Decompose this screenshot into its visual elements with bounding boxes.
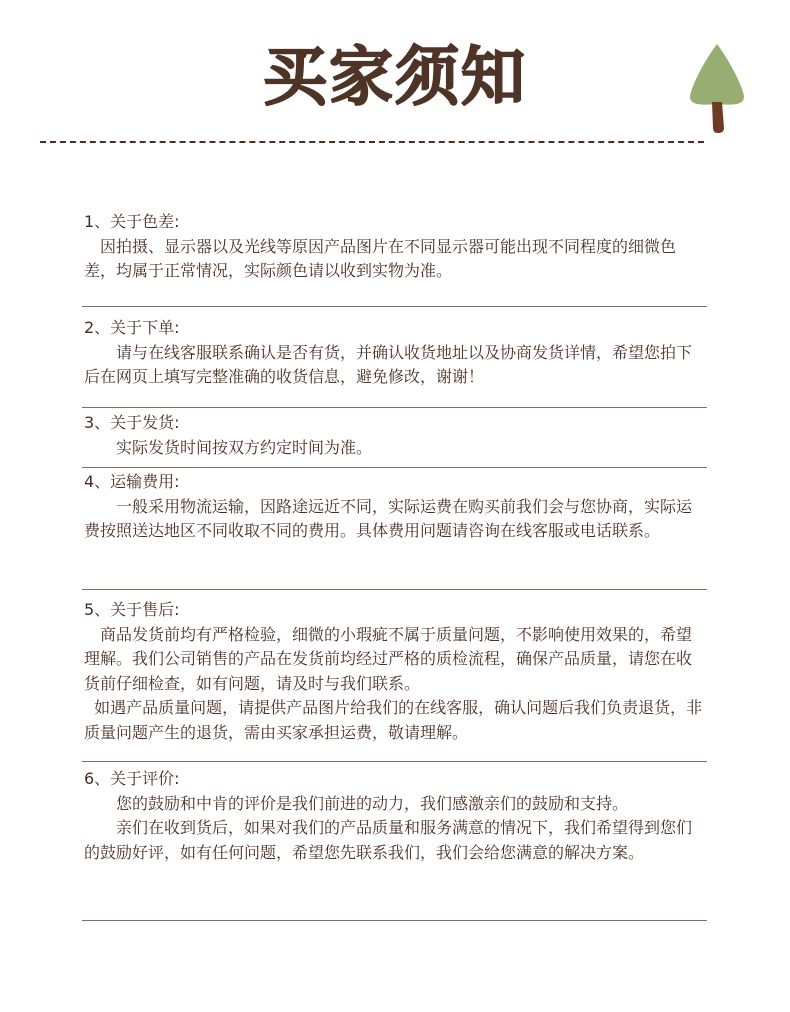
section-paragraph: 您的鼓励和中肯的评价是我们前进的动力，我们感激亲们的鼓励和支持。 xyxy=(84,793,629,813)
section-ordering xyxy=(84,316,706,390)
section-heading: 1、关于色差: xyxy=(84,212,180,231)
section-heading: 3、关于发货: xyxy=(84,413,180,432)
section-divider xyxy=(82,407,707,408)
section-divider xyxy=(82,467,707,468)
section-divider xyxy=(82,761,707,762)
section-paragraph: 实际发货时间按双方约定时间为准。 xyxy=(84,437,373,457)
section-heading: 4、运输费用: xyxy=(84,472,180,491)
section-reviews xyxy=(84,767,706,865)
section-divider xyxy=(82,920,707,921)
section-paragraph: 因拍摄、显示器以及光线等原因产品图片在不同显示器可能出现不同程度的细微色差，均属于正常情况，实际颜色请以收到实物为准。 xyxy=(84,236,677,280)
section-paragraph: 一般采用物流运输，因路途远近不同，实际运费在购买前我们会与您协商，实际运费按照送达地区不同收取不同的费用。具体费用问题请咨询在线客服或电话联系。 xyxy=(84,496,693,540)
section-heading: 6、关于评价: xyxy=(84,769,180,788)
tree-icon xyxy=(686,42,748,134)
section-heading: 5、关于售后: xyxy=(84,600,180,619)
section-after-sales xyxy=(84,598,706,745)
section-paragraph: 如遇产品质量问题，请提供产品图片给我们的在线客服，确认问题后我们负责退货，非质量问题产生的退货，需由买家承担运费，敬请理解。 xyxy=(84,698,703,742)
section-paragraph: 商品发货前均有严格检验，细微的小瑕疵不属于质量问题，不影响使用效果的，希望理解。我们公司销售的产品在发货前均经过严格的质检流程，确保产品质量，请您在收货前仔细检查，如有问题，请及时与我们联系。 xyxy=(84,624,693,693)
section-heading: 2、关于下单: xyxy=(84,318,180,337)
section-color-difference xyxy=(84,210,706,284)
section-paragraph: 亲们在收到货后，如果对我们的产品质量和服务满意的情况下，我们希望得到您们的鼓励好评，如有任何问题，希望您先联系我们，我们会给您满意的解决方案。 xyxy=(84,818,693,862)
page-title: 买家须知 xyxy=(263,41,527,115)
section-paragraph: 请与在线客服联系确认是否有货，并确认收货地址以及协商发货详情，希望您拍下后在网页上填写完整准确的收货信息，避免修改，谢谢！ xyxy=(84,342,693,386)
section-divider xyxy=(82,306,707,307)
section-shipping xyxy=(84,411,706,460)
dashed-divider xyxy=(40,141,704,143)
section-transport-fee xyxy=(84,470,706,544)
section-divider xyxy=(82,589,707,590)
